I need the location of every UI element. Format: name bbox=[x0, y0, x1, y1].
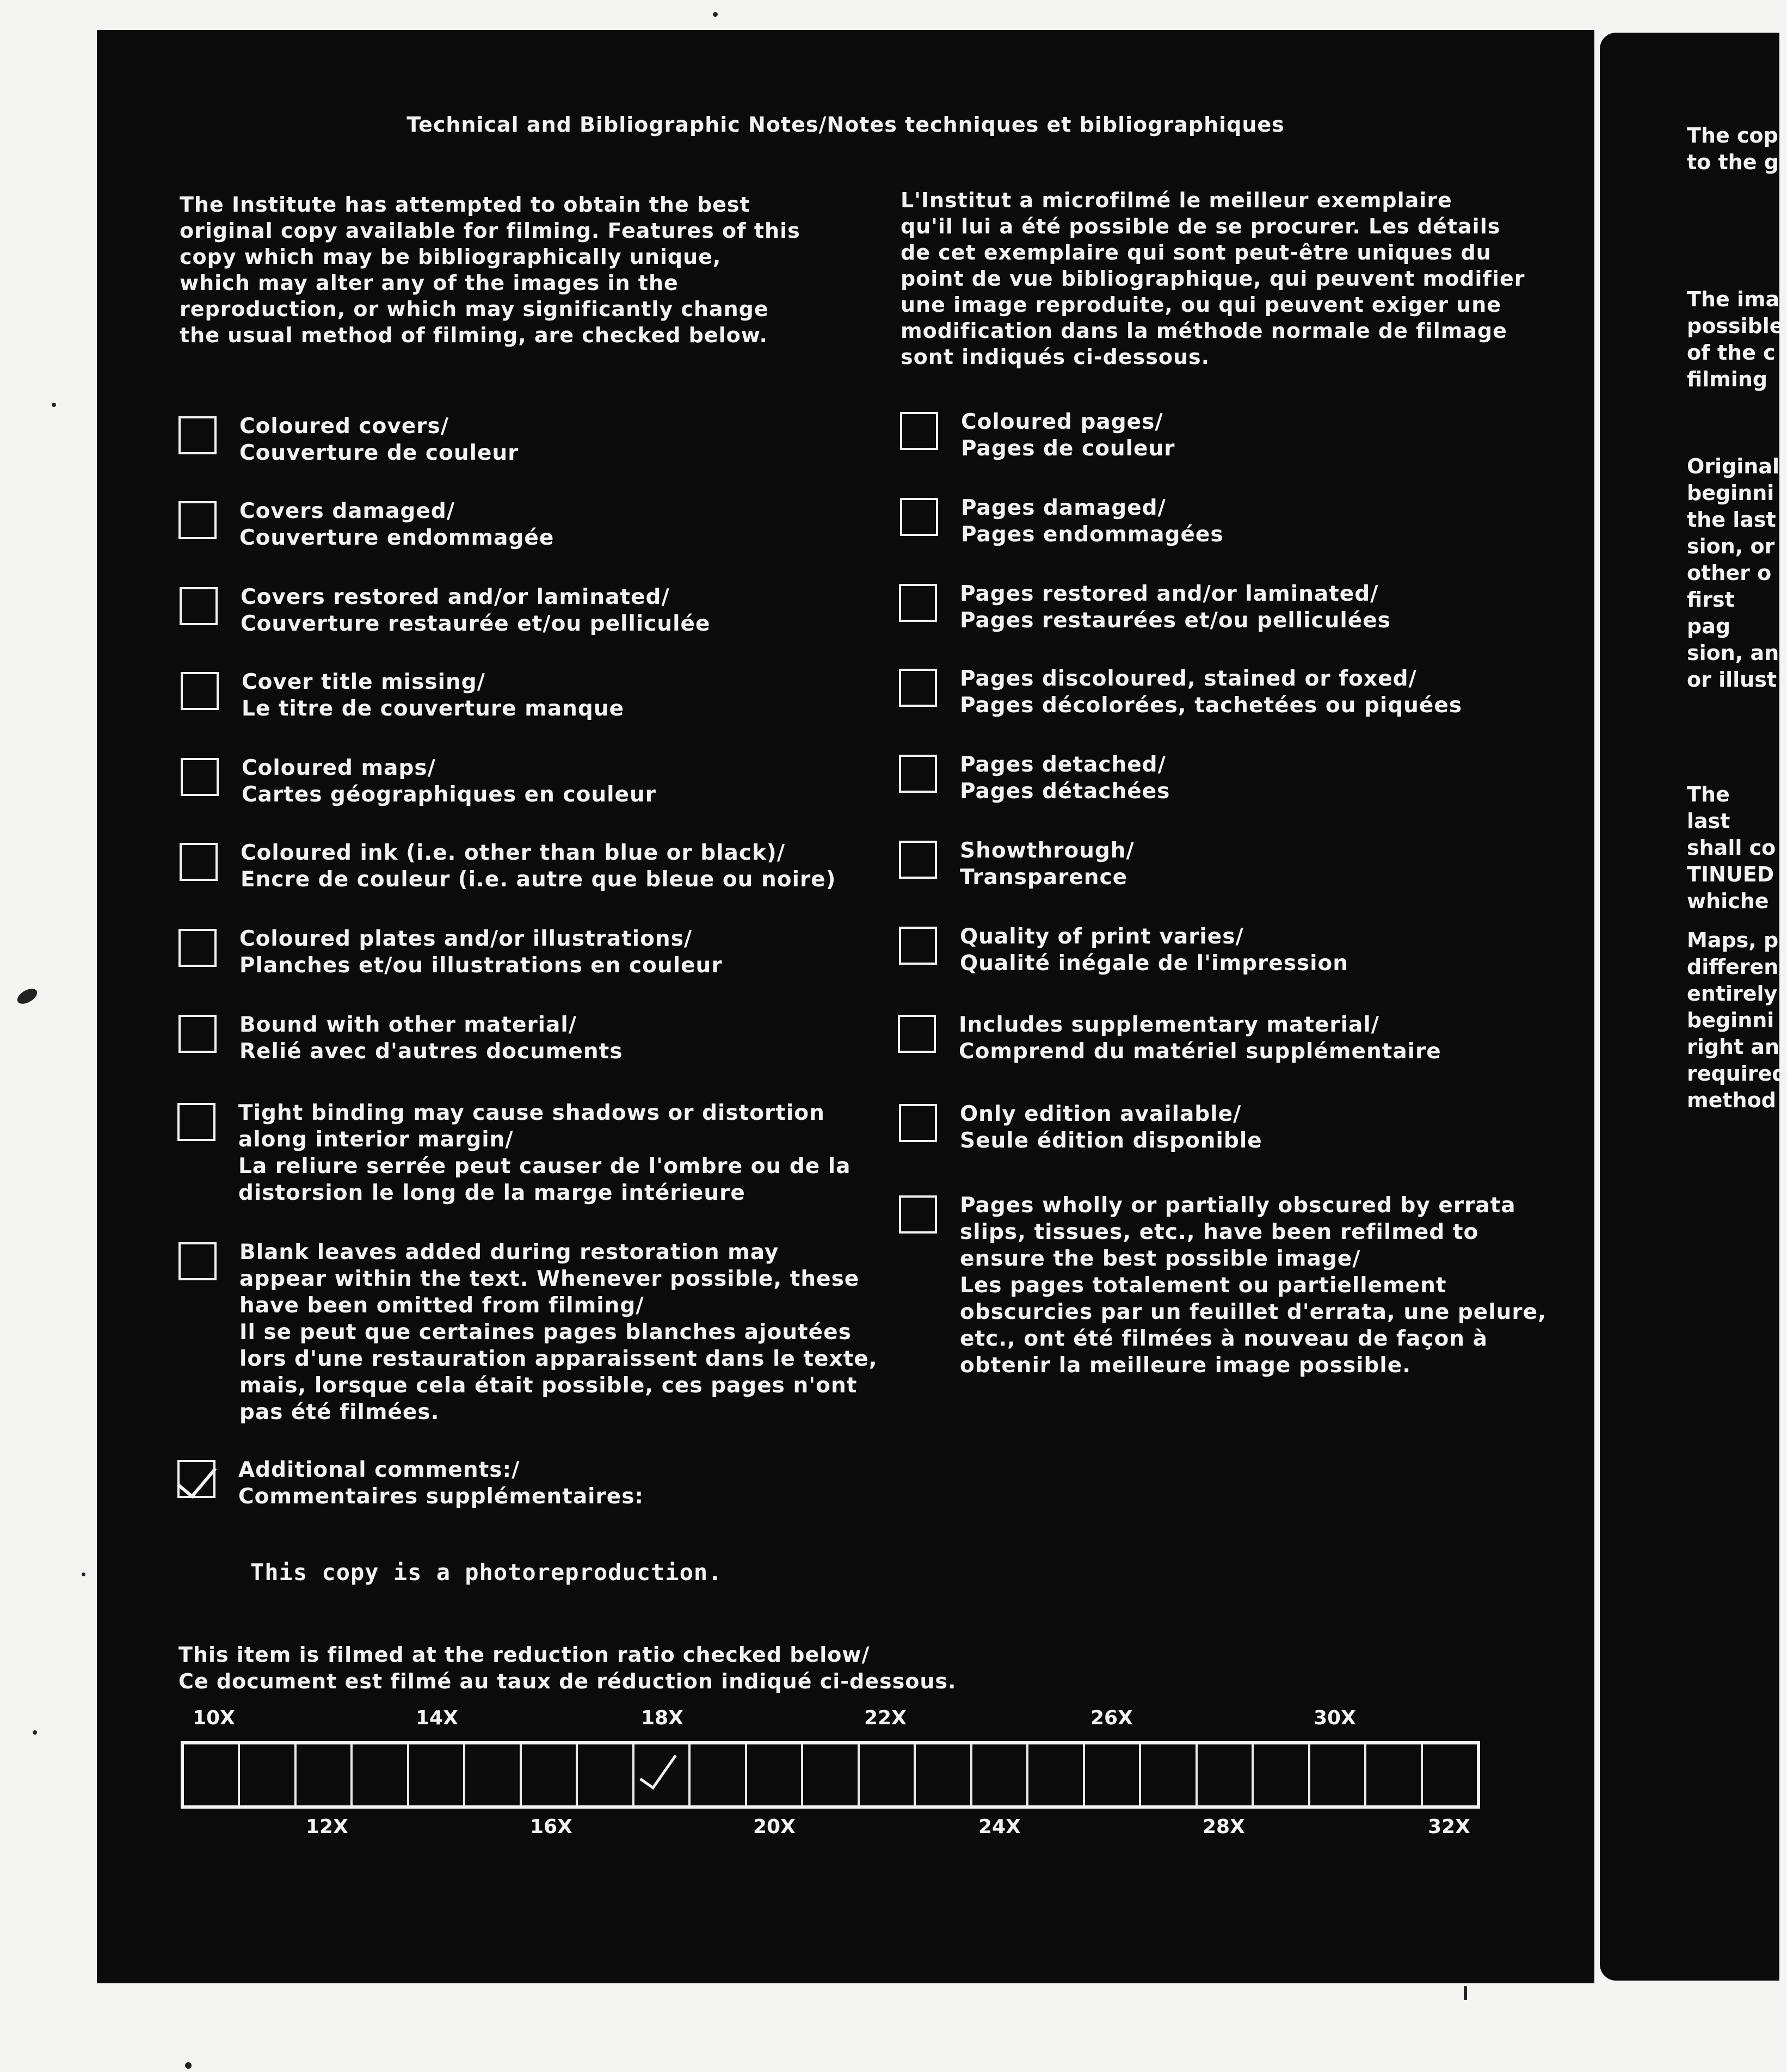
scale-cell[interactable] bbox=[803, 1744, 859, 1805]
scale-cell[interactable] bbox=[1423, 1744, 1477, 1805]
scale-cell[interactable] bbox=[1141, 1744, 1197, 1805]
checkbox[interactable] bbox=[900, 498, 938, 536]
checkbox[interactable] bbox=[178, 929, 217, 967]
scale-label-bottom: 24X bbox=[978, 1816, 1021, 1838]
checkbox[interactable] bbox=[899, 584, 937, 622]
left-item bbox=[180, 843, 836, 893]
left-item bbox=[178, 416, 519, 466]
scale-cell[interactable] bbox=[353, 1744, 409, 1805]
dust-speck bbox=[185, 2062, 192, 2069]
checkbox[interactable] bbox=[180, 587, 218, 625]
scale-label-top: 26X bbox=[1090, 1707, 1133, 1729]
left-item-label: Covers restored and/or laminated/ Couverture restaurée et/ou pelliculée bbox=[241, 585, 711, 636]
checkbox[interactable] bbox=[177, 1103, 215, 1141]
dust-speck bbox=[33, 1730, 37, 1735]
right-item bbox=[900, 498, 1224, 548]
left-item-label: Coloured plates and/or illustrations/ Planches et/ou illustrations en couleur bbox=[239, 927, 723, 978]
checkbox[interactable] bbox=[899, 755, 937, 793]
right-item bbox=[899, 584, 1391, 634]
right-item bbox=[899, 1104, 1262, 1154]
checkbox-checked[interactable] bbox=[177, 1460, 215, 1498]
checkbox[interactable] bbox=[900, 412, 938, 450]
right-item-label: Includes supplementary material/ Comprend du matériel supplémentaire bbox=[959, 1013, 1441, 1064]
fragment-text: The cop to the g bbox=[1687, 124, 1779, 174]
checkbox[interactable] bbox=[178, 416, 217, 454]
dust-speck bbox=[713, 12, 718, 17]
right-item bbox=[899, 1195, 1546, 1379]
target-sheet bbox=[97, 30, 1594, 1983]
intro-french: L'Institut a microfilmé le meilleur exemplaire qu'il lui a été possible de se procurer. Les détails de cet exemplaire qui sont peut-être uniques du point de vue bibliographique, qui peuvent modifier une image reproduite, ou qui peuvent exiger une modification dans la méthode normale de filmage sont indiqués ci-dessous. bbox=[901, 188, 1525, 369]
fragment-text: The ima possible of the c filming bbox=[1687, 287, 1784, 391]
checkbox[interactable] bbox=[899, 1195, 937, 1234]
dust-speck bbox=[15, 985, 40, 1007]
left-item bbox=[181, 758, 656, 808]
scale-label-top: 18X bbox=[641, 1707, 683, 1729]
left-item-label: Tight binding may cause shadows or distortion along interior margin/ La reliure serrée peut causer de l'ombre ou de la distorsion le long de la marge intérieure bbox=[238, 1101, 851, 1205]
scale-label-bottom: 16X bbox=[530, 1816, 572, 1838]
scale-cell[interactable] bbox=[747, 1744, 803, 1805]
right-item-label: Pages wholly or partially obscured by errata slips, tissues, etc., have been refilmed to ensure the best possible image/ Les pages totalement ou partiellement obscurcies par un feuillet d'errata, une pelure, etc., ont été filmées à nouveau de façon à obtenir la meilleure image possible. bbox=[960, 1193, 1546, 1378]
checkbox[interactable] bbox=[178, 1242, 217, 1280]
scale-label-top: 14X bbox=[416, 1707, 458, 1729]
left-item bbox=[178, 501, 554, 551]
left-item bbox=[177, 1103, 851, 1206]
scale-label-bottom: 32X bbox=[1428, 1816, 1470, 1838]
scale-cell[interactable] bbox=[409, 1744, 465, 1805]
page-title: Technical and Bibliographic Notes/Notes techniques et bibliographiques bbox=[406, 113, 1285, 137]
scale-cell[interactable] bbox=[1310, 1744, 1366, 1805]
scale-cell[interactable] bbox=[691, 1744, 747, 1805]
scale-cell[interactable] bbox=[297, 1744, 353, 1805]
scale-cell[interactable] bbox=[578, 1744, 634, 1805]
scale-label-top: 30X bbox=[1314, 1707, 1356, 1729]
reduction-ratio-text: This item is filmed at the reduction ratio checked below/ Ce document est filmé au taux de réduction indiqué ci-dessous. bbox=[178, 1643, 957, 1693]
fragment-text: Original beginni the last sion, or other o first pag sion, an or illust bbox=[1687, 454, 1780, 692]
scale-cell[interactable] bbox=[184, 1744, 240, 1805]
left-item bbox=[178, 1242, 878, 1426]
checkbox[interactable] bbox=[178, 1015, 217, 1053]
right-item-label: Showthrough/ Transparence bbox=[960, 838, 1135, 890]
right-item bbox=[899, 755, 1170, 805]
right-item-label: Quality of print varies/ Qualité inégale de l'impression bbox=[960, 924, 1349, 976]
checkbox[interactable] bbox=[899, 841, 937, 879]
left-item bbox=[181, 672, 624, 722]
checkbox[interactable] bbox=[180, 843, 218, 881]
scale-label-bottom: 28X bbox=[1203, 1816, 1245, 1838]
scale-cell[interactable] bbox=[1028, 1744, 1084, 1805]
right-item bbox=[900, 412, 1175, 462]
checkbox[interactable] bbox=[898, 1015, 936, 1053]
checkbox[interactable] bbox=[178, 501, 217, 539]
right-item bbox=[899, 669, 1462, 719]
reduction-scale bbox=[181, 1741, 1480, 1809]
left-item-label: Covers damaged/ Couverture endommagée bbox=[239, 499, 554, 550]
right-item-label: Pages discoloured, stained or foxed/ Pages décolorées, tachetées ou piquées bbox=[960, 667, 1463, 718]
scale-cell-checked[interactable] bbox=[634, 1744, 691, 1805]
right-item-label: Pages restored and/or laminated/ Pages restaurées et/ou pelliculées bbox=[960, 582, 1391, 633]
dust-speck bbox=[82, 1572, 85, 1576]
scale-label-top: 10X bbox=[193, 1707, 235, 1729]
adjacent-page-fragment bbox=[1600, 33, 1787, 1981]
checkbox[interactable] bbox=[899, 927, 937, 965]
checkbox[interactable] bbox=[181, 758, 219, 796]
left-item-label: Additional comments:/ Commentaires supplémentaires: bbox=[238, 1458, 644, 1509]
fragment-text: Maps, p differen entirely beginni right an required method bbox=[1687, 928, 1787, 1112]
left-item bbox=[178, 1015, 623, 1065]
dust-speck bbox=[1464, 1986, 1467, 2000]
right-item-label: Pages damaged/ Pages endommagées bbox=[961, 496, 1224, 547]
intro-english: The Institute has attempted to obtain the best original copy available for filming. Features of this copy which may be bibliographically unique, which may alter any of the images in the reproduction, or which may significantly change the usual method of filming, are checked below. bbox=[180, 193, 800, 347]
left-item-label: Bound with other material/ Relié avec d'autres documents bbox=[239, 1013, 623, 1064]
right-item-label: Only edition available/ Seule édition disponible bbox=[960, 1102, 1262, 1153]
scale-label-bottom: 20X bbox=[753, 1816, 796, 1838]
left-item-label: Cover title missing/ Le titre de couverture manque bbox=[242, 670, 625, 721]
comment-text: This copy is a photoreproduction. bbox=[250, 1559, 723, 1586]
right-item bbox=[899, 924, 1349, 977]
right-item-label: Coloured pages/ Pages de couleur bbox=[961, 410, 1175, 461]
scale-cell[interactable] bbox=[1254, 1744, 1310, 1805]
left-item bbox=[177, 1460, 644, 1510]
scale-cell[interactable] bbox=[1366, 1744, 1422, 1805]
scale-cell[interactable] bbox=[860, 1744, 916, 1805]
dust-speck bbox=[52, 403, 56, 407]
checkbox[interactable] bbox=[181, 672, 219, 710]
scale-cell[interactable] bbox=[1198, 1744, 1254, 1805]
left-item-label: Coloured covers/ Couverture de couleur bbox=[239, 414, 519, 465]
checkbox[interactable] bbox=[899, 1104, 937, 1142]
left-item bbox=[180, 587, 710, 637]
scale-label-top: 22X bbox=[864, 1707, 907, 1729]
scale-label-bottom: 12X bbox=[306, 1816, 348, 1838]
left-item-label: Blank leaves added during restoration may appear within the text. Whenever possible, these have been omitted from filming/ Il se peut que certaines pages blanches ajoutées lors d'une restauration apparaissent dans le texte, mais, lorsque cela était possible, ces pages n'ont pas été filmées. bbox=[239, 1240, 878, 1424]
left-item-label: Coloured ink (i.e. other than blue or black)/ Encre de couleur (i.e. autre que bleue ou noire) bbox=[241, 841, 836, 892]
scale-cell[interactable] bbox=[972, 1744, 1028, 1805]
scale-cell[interactable] bbox=[522, 1744, 578, 1805]
right-item bbox=[899, 838, 1135, 891]
scale-cell[interactable] bbox=[465, 1744, 521, 1805]
scale-cell[interactable] bbox=[240, 1744, 296, 1805]
fragment-text: The last shall co TINUED whiche bbox=[1687, 782, 1776, 913]
scale-cell[interactable] bbox=[916, 1744, 972, 1805]
right-item-label: Pages detached/ Pages détachées bbox=[960, 753, 1170, 804]
checkbox[interactable] bbox=[899, 669, 937, 707]
scale-cell[interactable] bbox=[1085, 1744, 1141, 1805]
right-item bbox=[898, 1015, 1441, 1065]
left-item bbox=[178, 929, 723, 979]
left-item-label: Coloured maps/ Cartes géographiques en couleur bbox=[242, 756, 656, 807]
